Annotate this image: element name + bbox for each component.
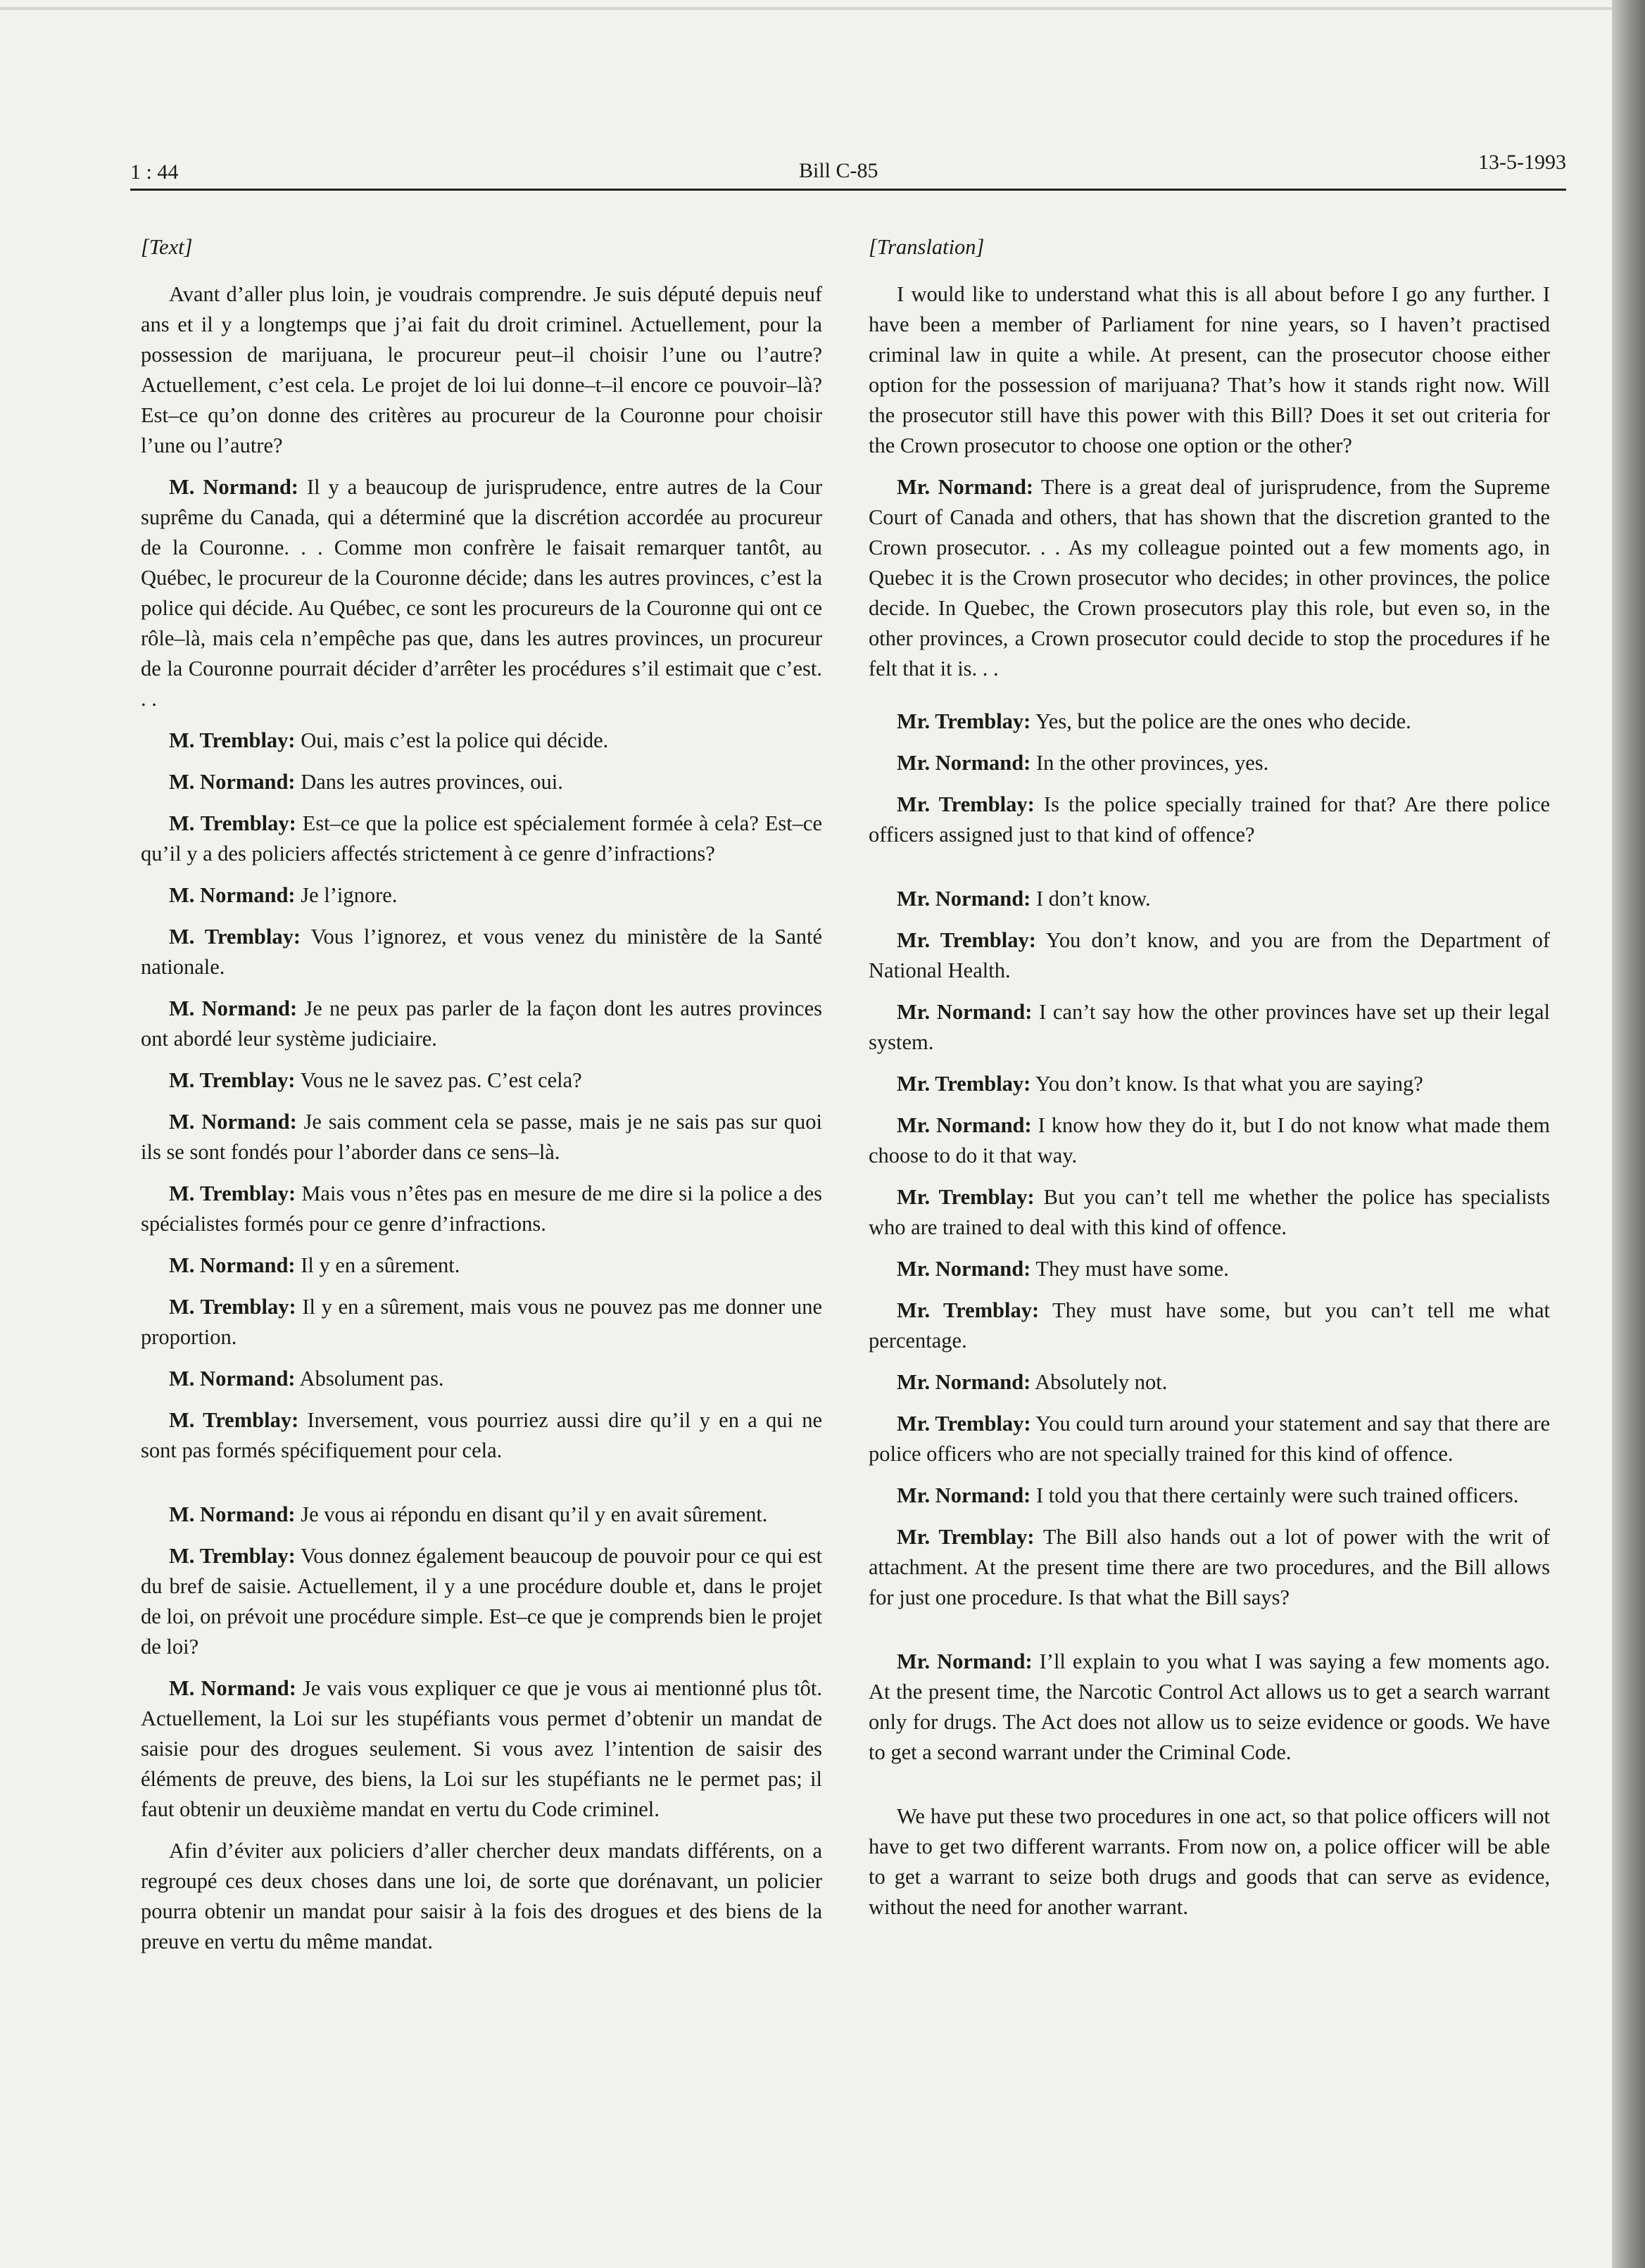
transcript-paragraph xyxy=(869,1647,1550,1768)
transcript-paragraph xyxy=(141,1292,822,1352)
transcript-paragraph xyxy=(141,1836,822,1957)
transcript-paragraph xyxy=(869,279,1550,461)
speaker-name: Mr. Normand: xyxy=(897,1649,1033,1673)
paragraph-text: You don’t know. Is that what you are saying? xyxy=(1035,1072,1423,1096)
paragraph-text: Inversement, vous pourriez aussi dire qu’il y en a qui ne sont pas formés spécifiquement pour cela. xyxy=(141,1408,823,1462)
transcript-paragraph xyxy=(869,707,1550,737)
speaker-name: Mr. Tremblay: xyxy=(897,792,1035,816)
paragraph-text: Yes, but the police are the ones who decide. xyxy=(1035,709,1411,733)
speaker-name: Mr. Normand: xyxy=(897,887,1031,911)
english-column xyxy=(869,232,1550,1934)
speaker-name: M. Tremblay: xyxy=(169,1408,299,1432)
paragraph-text: We have put these two procedures in one act, so that police officers will not have to get two different warrants. From now on, a police officer will be able to get a warrant to seize both drugs and goods that can serve as evidence, without the need for another warrant. xyxy=(869,1804,1550,1919)
french-column xyxy=(141,232,822,1968)
transcript-paragraph xyxy=(141,994,822,1054)
transcript-paragraph xyxy=(141,1364,822,1394)
paragraph-text: I can’t say how the other provinces have set up their legal system. xyxy=(869,1000,1550,1054)
speaker-name: Mr. Tremblay: xyxy=(897,1072,1031,1096)
transcript-paragraph xyxy=(141,809,822,869)
speaker-name: M. Tremblay: xyxy=(169,1068,296,1092)
paragraph-text: Est–ce que la police est spécialement formée à cela? Est–ce qu’il y a des policiers affectés strictement à ce genre d’infractions? xyxy=(141,811,822,866)
column-tag: [Text] xyxy=(141,235,193,259)
transcript-paragraph xyxy=(869,1481,1550,1511)
speaker-name: M. Normand: xyxy=(169,1253,296,1277)
paragraph-text: They must have some. xyxy=(1035,1257,1229,1281)
speaker-name: Mr. Normand: xyxy=(897,1483,1031,1507)
transcript-paragraph xyxy=(141,279,822,461)
header-date: 13-5-1993 xyxy=(1478,151,1566,174)
speaker-name: Mr. Normand: xyxy=(897,1257,1031,1281)
speaker-name: Mr. Normand: xyxy=(897,1000,1033,1024)
speaker-name: M. Tremblay: xyxy=(169,1544,296,1568)
paragraph-text: I told you that there certainly were such trained officers. xyxy=(1035,1483,1519,1507)
transcript-paragraph xyxy=(141,472,822,714)
transcript-paragraph xyxy=(141,1065,822,1096)
speaker-name: Mr. Tremblay: xyxy=(897,1525,1035,1549)
paragraph-text: You don’t know, and you are from the Department of National Health. xyxy=(869,928,1551,982)
bill-title: Bill C-85 xyxy=(799,159,878,182)
speaker-name: M. Normand: xyxy=(169,996,298,1020)
transcript-paragraph xyxy=(141,922,822,982)
speaker-name: Mr. Tremblay: xyxy=(897,928,1036,952)
transcript-paragraph xyxy=(869,1801,1550,1922)
paragraph-text: Je ne peux pas parler de la façon dont les autres provinces ont abordé leur système judiciaire. xyxy=(141,996,823,1051)
transcript-paragraph xyxy=(141,1673,822,1825)
paragraph-text: There is a great deal of jurisprudence, from the Supreme Court of Canada and others, that has shown that the discretion granted to the Crown prosecutor. . . As my colleague pointed out a few moments ago, in Quebec it is the Crown prosecutor who decides; in other provinces, the police decide. In Quebec, the Crown prosecutors play this role, but even so, in the other provinces, a Crown prosecutor could decide to stop the procedures if he felt that it is. . . xyxy=(869,475,1550,680)
transcript-paragraph xyxy=(869,748,1550,778)
paragraph-text: Is the police specially trained for that? Are there police officers assigned just to that kind of offence? xyxy=(869,792,1551,847)
speaker-name: Mr. Normand: xyxy=(897,751,1031,775)
paragraph-text: Je sais comment cela se passe, mais je ne sais pas sur quoi ils se sont fondés pour l’aborder dans ce sens–là. xyxy=(141,1110,822,1164)
transcript-paragraph xyxy=(869,1182,1550,1243)
paragraph-text: They must have some, but you can’t tell me what percentage. xyxy=(869,1298,1550,1352)
speaker-name: M. Normand: xyxy=(169,475,298,499)
paragraph-text: Je l’ignore. xyxy=(301,883,398,907)
speaker-name: Mr. Tremblay: xyxy=(897,1298,1040,1322)
paragraph-text: Vous donnez également beaucoup de pouvoir pour ce qui est du bref de saisie. Actuellement, il y a une procédure double et, dans le projet de loi, on prévoit une procédure simple. Est–ce que je comprends bien le projet de loi? xyxy=(141,1544,823,1659)
speaker-name: Mr. Tremblay: xyxy=(897,1185,1035,1209)
speaker-name: M. Normand: xyxy=(169,1676,296,1700)
paragraph-text: I would like to understand what this is all about before I go any further. I have been a member of Parliament for nine years, so I haven’t practised criminal law in quite a while. At present, can the prosecutor choose either option for the possession of marijuana? That’s how it stands right now. Will the prosecutor still have this power with this Bill? Does it set out criteria for the Crown prosecutor to choose one option or the other? xyxy=(869,282,1550,457)
transcript-paragraph xyxy=(869,1409,1550,1469)
transcript-paragraph xyxy=(869,1522,1550,1613)
column-tag: [Translation] xyxy=(869,235,985,259)
transcript-paragraph xyxy=(141,1405,822,1466)
speaker-name: M. Normand: xyxy=(169,1502,296,1526)
speaker-name: M. Tremblay: xyxy=(169,925,301,949)
header-rule xyxy=(130,189,1566,191)
speaker-name: M. Tremblay: xyxy=(169,1181,296,1205)
paragraph-text: Vous ne le savez pas. C’est cela? xyxy=(300,1068,582,1092)
paragraph-text: You could turn around your statement and say that there are police officers who are not specially trained for this kind of offence. xyxy=(869,1412,1551,1466)
paragraph-text: I’ll explain to you what I was saying a few moments ago. At the present time, the Narcotic Control Act allows us to get a search warrant only for drugs. The Act does not allow us to seize evidence or goods. We have to get a second warrant under the Criminal Code. xyxy=(869,1649,1551,1764)
page-top-edge xyxy=(0,7,1612,10)
transcript-paragraph xyxy=(869,1069,1550,1099)
transcript-paragraph xyxy=(141,880,822,911)
paragraph-text: Je vous ai répondu en disant qu’il y en avait sûrement. xyxy=(301,1502,768,1526)
transcript-paragraph xyxy=(141,1250,822,1281)
paragraph-text: Vous l’ignorez, et vous venez du ministère de la Santé nationale. xyxy=(141,925,823,979)
paragraph-text: Il y a beaucoup de jurisprudence, entre autres de la Cour suprême du Canada, qui a déterminé que la discrétion accordée au procureur de la Couronne. . . Comme mon confrère le faisait remarquer tantôt, au Québec, le procureur de la Couronne décide; dans les autres provinces, c’est la police qui décide. Au Québec, ce sont les procureurs de la Couronne qui ont ce rôle–là, mais cela n’empêche pas que, dans les autres provinces, un procureur de la Couronne pourrait décider d’arrêter les procédures s’il estimait que c’est. . . xyxy=(141,475,823,711)
transcript-paragraph xyxy=(869,472,1550,684)
paragraph-text: Mais vous n’êtes pas en mesure de me dire si la police a des spécialistes formés pour ce genre d’infractions. xyxy=(141,1181,822,1236)
speaker-name: Mr. Tremblay: xyxy=(897,709,1031,733)
paragraph-text: Je vais vous expliquer ce que je vous ai mentionné plus tôt. Actuellement, la Loi sur les stupéfiants vous permet d’obtenir un mandat de saisie pour des drogues seulement. Si vous avez l’intention de saisir des éléments de preuve, des biens, la Loi sur les stupéfiants ne le permet pas; il faut obtenir un deuxième mandat en vertu du Code criminel. xyxy=(141,1676,822,1821)
transcript-paragraph xyxy=(869,1367,1550,1398)
transcript-paragraph xyxy=(869,1295,1550,1356)
transcript-paragraph xyxy=(141,1179,822,1239)
speaker-name: M. Tremblay: xyxy=(169,811,296,835)
transcript-paragraph xyxy=(869,884,1550,914)
paragraph-text: Absolument pas. xyxy=(299,1367,444,1390)
transcript-paragraph xyxy=(869,790,1550,850)
transcript-paragraph xyxy=(141,726,822,756)
transcript-paragraph xyxy=(869,1110,1550,1171)
transcript-paragraph xyxy=(869,997,1550,1058)
paragraph-text: I know how they do it, but I do not know what made them choose to do it that way. xyxy=(869,1113,1551,1167)
page-binding-edge xyxy=(1612,0,1645,2268)
paragraph-text: Oui, mais c’est la police qui décide. xyxy=(301,728,609,752)
speaker-name: M. Normand: xyxy=(169,770,296,794)
speaker-name: M. Normand: xyxy=(169,883,296,907)
paragraph-text: Avant d’aller plus loin, je voudrais comprendre. Je suis député depuis neuf ans et il y a longtemps que j’ai fait du droit criminel. Actuellement, pour la possession de marijuana, le procureur peut–il choisir l’une ou l’autre? Actuellement, c’est cela. Le projet de loi lui donne–t–il encore ce pouvoir–là? Est–ce qu’on donne des critères au procureur de la Couronne pour choisir l’une ou l’autre? xyxy=(141,282,822,457)
transcript-paragraph xyxy=(141,1500,822,1530)
speaker-name: M. Tremblay: xyxy=(169,728,296,752)
speaker-name: Mr. Normand: xyxy=(897,475,1034,499)
speaker-name: Mr. Normand: xyxy=(897,1113,1032,1137)
transcript-paragraph xyxy=(141,767,822,797)
transcript-paragraph xyxy=(869,925,1550,986)
speaker-name: M. Normand: xyxy=(169,1367,296,1390)
page-number: 1 : 44 xyxy=(130,160,179,184)
page-header xyxy=(130,151,1566,190)
speaker-name: M. Normand: xyxy=(169,1110,297,1134)
paragraph-text: Absolutely not. xyxy=(1035,1370,1168,1394)
paragraph-text: Afin d’éviter aux policiers d’aller chercher deux mandats différents, on a regroupé ces deux choses dans une loi, de sorte que dorénavant, un policier pourra obtenir un mandat pour saisir à la fois des drogues et des biens de la preuve en vertu du même mandat. xyxy=(141,1839,822,1953)
paragraph-text: I don’t know. xyxy=(1035,887,1151,911)
paragraph-text: But you can’t tell me whether the police has specialists who are trained to deal with this kind of offence. xyxy=(869,1185,1550,1239)
transcript-paragraph xyxy=(141,1541,822,1662)
transcript-paragraph xyxy=(141,1107,822,1167)
paragraph-text: Dans les autres provinces, oui. xyxy=(301,770,563,794)
paragraph-text: Il y en a sûrement. xyxy=(301,1253,460,1277)
paragraph-text: The Bill also hands out a lot of power with the writ of attachment. At the present time there are two procedures, and the Bill allows for just one procedure. Is that what the Bill says? xyxy=(869,1525,1550,1609)
transcript-paragraph xyxy=(869,1254,1550,1284)
paragraph-text: Il y en a sûrement, mais vous ne pouvez pas me donner une proportion. xyxy=(141,1295,823,1349)
paragraph-text: In the other provinces, yes. xyxy=(1035,751,1269,775)
speaker-name: M. Tremblay: xyxy=(169,1295,296,1319)
speaker-name: Mr. Tremblay: xyxy=(897,1412,1031,1436)
speaker-name: Mr. Normand: xyxy=(897,1370,1031,1394)
